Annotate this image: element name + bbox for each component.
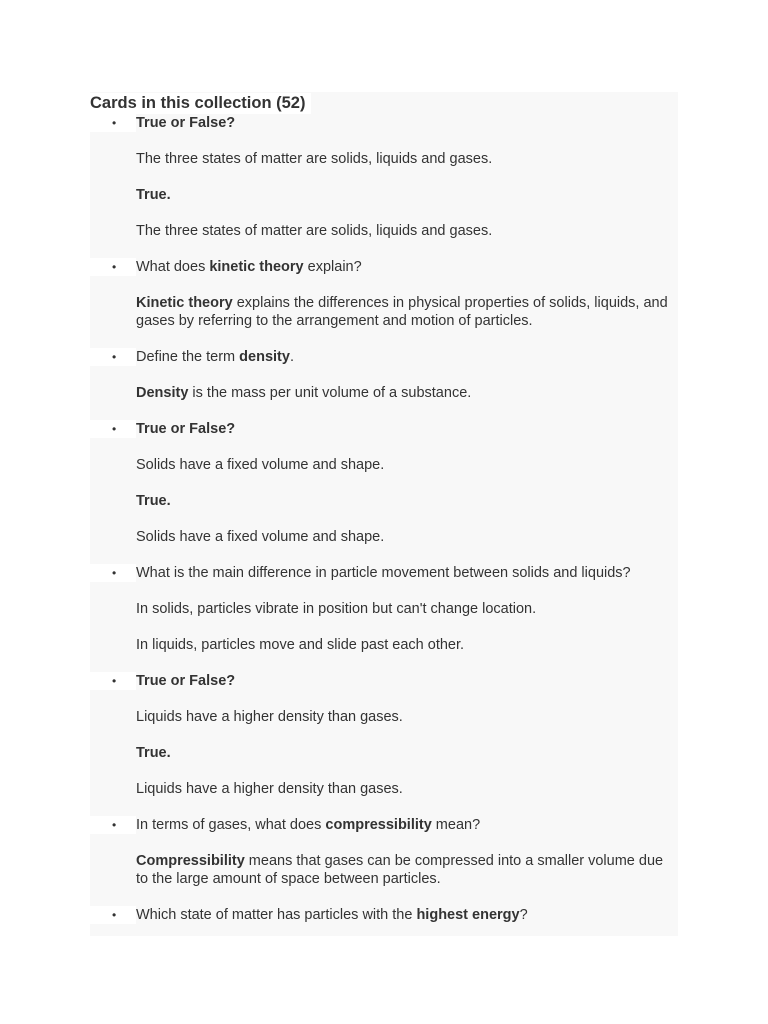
- bullet-gutter: [90, 420, 136, 438]
- card-answer: [136, 708, 678, 726]
- bold-term: kinetic theory: [209, 259, 304, 275]
- card-answer: [136, 492, 678, 510]
- collection-panel: [90, 92, 678, 936]
- text-run: Which state of matter has particles with the: [136, 907, 417, 923]
- card-answer: [136, 222, 678, 240]
- flashcard-item: [90, 420, 678, 546]
- text-run: .: [289, 349, 294, 365]
- bold-term: True or False?: [136, 673, 236, 689]
- card-answer: [136, 186, 678, 204]
- text-run: What is the main difference in particle movement between solids and liquids?: [136, 565, 631, 581]
- card-answer: [136, 600, 678, 618]
- flashcard-item: [90, 564, 678, 654]
- text-run: is the mass per unit volume of a substance.: [188, 385, 472, 401]
- flashcard-item: [90, 816, 678, 888]
- text-run: Liquids have a higher density than gases.: [136, 781, 403, 797]
- text-run: explain?: [303, 259, 362, 275]
- bullet-gutter: [90, 258, 136, 276]
- text-run: explains the differences in physical properties of solids, liquids, and gases by referring to the arrangement and motion of particles.: [136, 295, 668, 329]
- card-question: [136, 348, 678, 366]
- card-answer: [136, 744, 678, 762]
- text-run: mean?: [431, 817, 481, 833]
- card-question: [136, 114, 678, 132]
- flashcard-item: [90, 258, 678, 330]
- bold-term: density: [239, 349, 290, 365]
- bold-term: highest energy: [416, 907, 520, 923]
- text-run: means that gases can be compressed into a smaller volume due to the large amount of space between particles.: [136, 853, 664, 887]
- bold-term: True.: [136, 493, 171, 509]
- bullet-gutter: [90, 906, 136, 924]
- card-answer: [136, 150, 678, 168]
- flashcard-item: [90, 906, 678, 924]
- text-run: Solids have a fixed volume and shape.: [136, 529, 385, 545]
- text-run: What does: [136, 259, 210, 275]
- card-answer: [136, 636, 678, 654]
- text-run: The three states of matter are solids, liquids and gases.: [136, 151, 493, 167]
- bullet-gutter: [90, 816, 136, 834]
- bullet-gutter: [90, 672, 136, 690]
- bullet-gutter: [90, 564, 136, 582]
- bold-term: True.: [136, 745, 171, 761]
- card-answer: [136, 456, 678, 474]
- card-question: [136, 906, 678, 924]
- bold-term: True.: [136, 187, 171, 203]
- bullet-gutter: [90, 114, 136, 132]
- text-run: ?: [519, 907, 528, 923]
- collection-title: Cards in this collection (52): [90, 93, 311, 114]
- card-answer: [136, 294, 678, 330]
- text-run: In liquids, particles move and slide past each other.: [136, 637, 465, 653]
- card-question: [136, 258, 678, 276]
- bold-term: compressibility: [325, 817, 432, 833]
- text-run: In terms of gases, what does: [136, 817, 326, 833]
- collection-header: [90, 93, 678, 114]
- card-answer: [136, 528, 678, 546]
- card-list: [90, 114, 678, 924]
- card-answer: [136, 384, 678, 402]
- bold-term: Density: [136, 385, 189, 401]
- card-answer: [136, 780, 678, 798]
- flashcard-item: [90, 348, 678, 402]
- text-run: Define the term: [136, 349, 240, 365]
- card-question: [136, 672, 678, 690]
- card-question: [136, 564, 678, 582]
- flashcard-item: [90, 672, 678, 798]
- card-question: [136, 816, 678, 834]
- bullet-gutter: [90, 348, 136, 366]
- text-run: Liquids have a higher density than gases.: [136, 709, 403, 725]
- bold-term: True or False?: [136, 421, 236, 437]
- text-run: The three states of matter are solids, liquids and gases.: [136, 223, 493, 239]
- card-question: [136, 420, 678, 438]
- card-answer: [136, 852, 678, 888]
- bold-term: Kinetic theory: [136, 295, 233, 311]
- text-run: In solids, particles vibrate in position but can't change location.: [136, 601, 537, 617]
- flashcard-item: [90, 114, 678, 240]
- bold-term: True or False?: [136, 115, 236, 131]
- bold-term: Compressibility: [136, 853, 245, 869]
- text-run: Solids have a fixed volume and shape.: [136, 457, 385, 473]
